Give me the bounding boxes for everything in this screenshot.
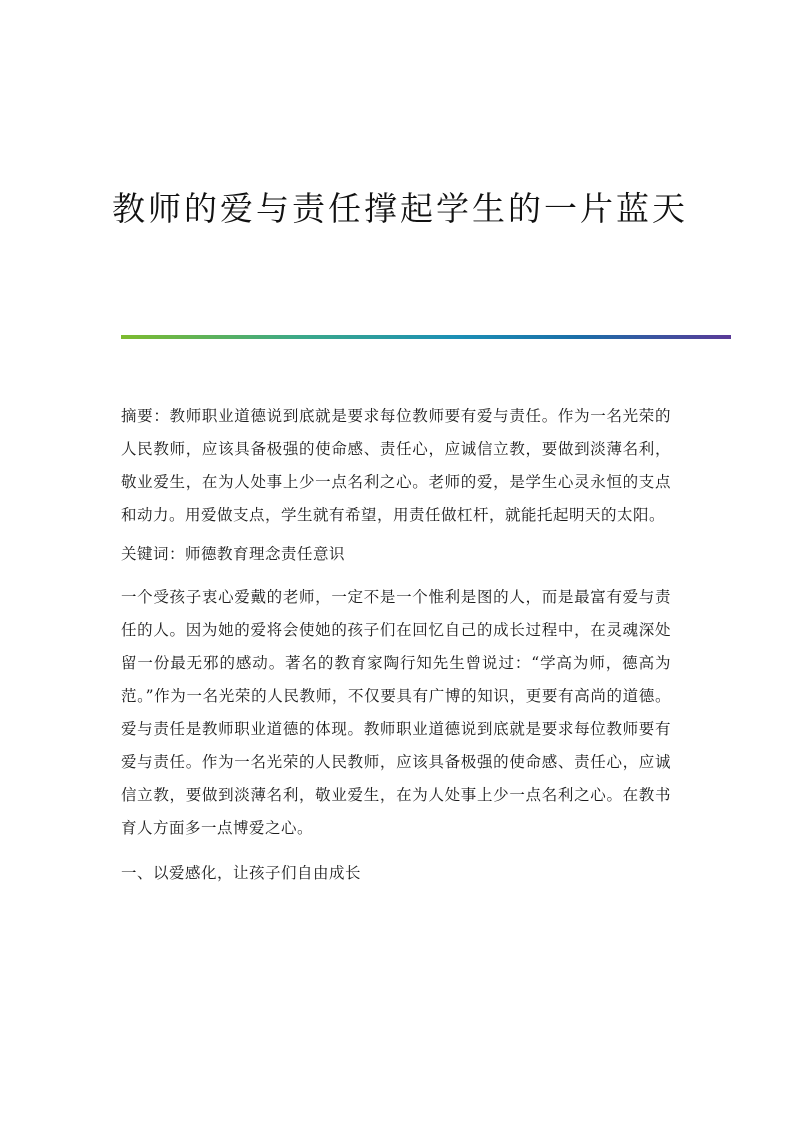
abstract-paragraph: 摘要：教师职业道德说到底就是要求每位教师要有爱与责任。作为一名光荣的人民教师，应该具备极强的使命感、责任心，应诚信立教，要做到淡薄名利，敬业爱生，在为人处事上少一点名利之心。老师的爱，是学生心灵永恒的支点和动力。用爱做支点，学生就有希望，用责任做杠杆，就能托起明天的太阳。 <box>121 407 671 524</box>
body-paragraph: 一个受孩子衷心爱戴的老师，一定不是一个惟利是图的人，而是最富有爱与责任的人。因为她的爱将会使她的孩子们在回忆自己的成长过程中，在灵魂深处留一份最无邪的感动。著名的教育家陶行知先生曾说过：“学高为师，德高为范。”作为一名光荣的人民教师，不仅要具有广博的知识，更要有高尚的道德。爱与责任是教师职业道德的体现。教师职业道德说到底就是要求每位教师要有爱与责任。作为一名光荣的人民教师，应该具备极强的使命感、责任心，应诚信立教，要做到淡薄名利，敬业爱生，在为人处事上少一点名利之心。在教书育人方面多一点博爱之心。 <box>121 588 671 837</box>
title-divider <box>121 335 731 339</box>
document-title: 教师的爱与责任撑起学生的一片蓝天 <box>112 189 688 228</box>
keywords-line: 关键词：师德教育理念责任意识 <box>121 545 346 563</box>
section-heading: 一、以爱感化，让孩子们自由成长 <box>121 864 362 882</box>
document-body <box>121 400 671 890</box>
